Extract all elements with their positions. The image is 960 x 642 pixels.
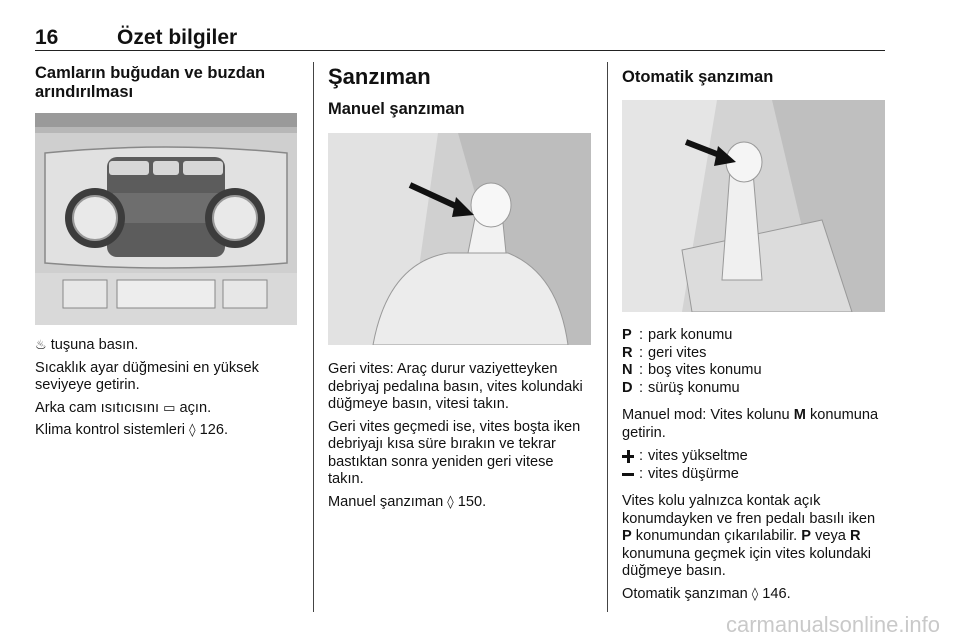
- manual-gearshift-illustration: [328, 133, 591, 345]
- shift-list: [622, 448, 887, 483]
- manual-mode-instruction: Manuel mod: Vites kolunu M konumuna getirin.: [622, 407, 879, 441]
- automatic-gearshift-illustration: [622, 100, 885, 312]
- manual-heading: Manuel şanzıman: [328, 100, 465, 118]
- gear-position-item: R : geri vites: [622, 344, 707, 361]
- automatic-reference-page[interactable]: 146.: [762, 585, 791, 602]
- column-automatic-transmission: [622, 64, 887, 608]
- watermark: carmanualsonline.info: [725, 612, 940, 637]
- automatic-heading: Otomatik şanzıman: [622, 68, 774, 86]
- climate-panel-illustration: [35, 113, 297, 325]
- page-number: 16: [35, 26, 59, 49]
- column-defrost: [35, 64, 300, 445]
- manual-reference: Manuel şanzıman ◊ 150.: [328, 493, 487, 510]
- gear-position-item: P : park konumu: [622, 327, 733, 343]
- climate-reference: Klima kontrol sistemleri ◊ 126.: [35, 422, 228, 438]
- column-manual-transmission: [328, 64, 593, 516]
- page-header: [35, 22, 885, 52]
- page-reference-icon: ◊: [751, 586, 759, 602]
- column-divider: [313, 62, 314, 612]
- section-title: Şanzıman: [328, 64, 431, 89]
- gear-position-list: [622, 327, 887, 397]
- gear-position-item: N : boş vites konumu: [622, 362, 762, 378]
- rear-heater-instruction: Arka cam ısıtıcısını ▭ açın.: [35, 399, 212, 416]
- shift-item: : vites yükseltme: [622, 448, 887, 466]
- column-divider: [607, 62, 608, 612]
- gear-position-item: D : sürüş konumu: [622, 379, 740, 396]
- header-rule: [35, 50, 885, 51]
- reverse-gear-instruction: Geri vites: Araç durur vaziyetteyken debriyaj pedalına basın, vites kolundaki düğmeye basın, vitesi takın.: [328, 361, 583, 412]
- manual-reference-page[interactable]: 150.: [457, 493, 487, 510]
- defrost-heading: Camların buğudan ve buzdan arındırılması: [35, 64, 266, 101]
- page-reference-icon: ◊: [447, 494, 454, 510]
- windscreen-defrost-icon: ♨: [35, 338, 47, 353]
- minus-icon: [622, 466, 634, 483]
- chapter-title: Özet bilgiler: [117, 26, 238, 49]
- climate-reference-page[interactable]: 126.: [199, 422, 228, 438]
- rear-window-heater-icon: ▭: [163, 400, 176, 416]
- plus-icon: [622, 448, 634, 465]
- automatic-reference: Otomatik şanzıman ◊ 146.: [622, 585, 791, 602]
- park-release-instruction: Vites kolu yalnızca kontak açık konumdayken ve fren pedalı basılı iken P konumundan çıkarılabilir. P veya R konumuna geçmek için vites kolundaki düğmeye basın.: [622, 493, 876, 579]
- shift-item: : vites düşürme: [622, 466, 887, 484]
- reverse-gear-retry: Geri vites geçmedi ise, vites boşta iken debriyajı kısa süre bırakın ve tekrar bastıktan sonra yeniden geri vitese takın.: [328, 418, 581, 487]
- temperature-instruction: Sıcaklık ayar düğmesini en yüksek seviyeye getirin.: [35, 359, 259, 393]
- defrost-instruction: ♨ tuşuna basın.: [35, 337, 139, 353]
- page-reference-icon: ◊: [189, 423, 196, 438]
